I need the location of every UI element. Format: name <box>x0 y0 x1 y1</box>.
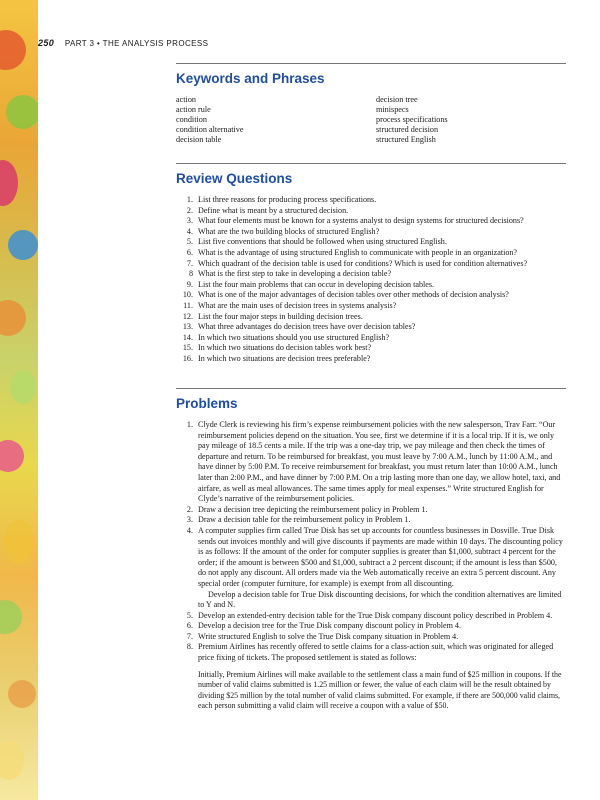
list-item: 11. What are the main uses of decision trees in systems analysis? <box>183 300 397 310</box>
list-item: 6. What is the advantage of using structured English to communicate with people in an organization? <box>186 247 518 257</box>
problem-list <box>176 420 566 664</box>
list-item: 14. In which two situations should you use structured English? <box>182 332 390 342</box>
decor-blob <box>0 600 22 634</box>
decor-blob <box>0 160 18 206</box>
keyword: decision table <box>176 135 222 144</box>
decor-blob <box>8 230 38 260</box>
list-item: 16. In which two situations are decision trees preferable? <box>182 353 371 363</box>
decor-blob <box>0 740 24 780</box>
review-section <box>176 163 566 365</box>
list-item: 3. What four elements must be known for a systems analyst to design systems for structured decisions? <box>186 216 524 226</box>
decor-blob <box>0 440 24 472</box>
decor-blob <box>0 300 26 336</box>
keywords-section <box>176 63 566 145</box>
list-item: 15. In which two situations do decision tables work best? <box>182 343 372 353</box>
list-item: 3. Draw a decision table for the reimbursement policy in Problem 1. <box>186 515 411 525</box>
running-header <box>38 38 578 52</box>
keyword: action <box>176 95 197 104</box>
keyword: condition alternative <box>176 125 244 134</box>
decor-blob <box>10 370 36 404</box>
list-item: 1. Clyde Clerk is reviewing his firm’s expense reimbursement policies with the new salesperson, Trav Farr. “Our reimbursement policies depend on the situation. You see, first we determine if it is a local trip. If it is, we only pay mileage of 18.5 cents a mile. If the trip was a one-day trip, we pay mileage and then check the times of departure and return. To be reimbursed for breakfast, you must leave by 7:00 A.M., lunch by 11:00 A.M., and have dinner by 5:00 P.M. To receive reimbursement for breakfast, you must return later than 10:00 A.M., lunch later than 2:00 P.M., and have dinner by 7:00 P.M. On a trip lasting more than one day, we allow hotel, taxi, and airfare, as well as meal allowances. The same times apply for meal expenses.” Write structured English for Clyde’s narrative of the reimbursement policies. <box>186 420 561 504</box>
keyword: condition <box>176 115 207 124</box>
part-label: PART 3 • THE ANALYSIS PROCESS <box>64 39 209 48</box>
list-item: 2. Define what is meant by a structured decision. <box>186 205 349 215</box>
section-divider <box>176 388 566 389</box>
section-divider <box>176 163 566 164</box>
list-item: 4. A computer supplies firm called True Disk has set up accounts for countless businesses in Dosville. True Disk sends out invoices monthly and will give discounts if payments are made within 10 days. The discounting policy is as follows: If the amount of the order for computer supplies is greater than $1,000, subtract 4 percent for the order; if the amount is between $500 and $1,000, subtract a 2 percent discount; if the amount is less than $500, do not apply any discount. All orders made via the Web automatically receive an extra 5 percent discount. Any special order (computer furniture, for example) is exempt from all discounting. Develop a decision table for True Disk discounting decisions, for which the condition alternatives are limited to Y and N. <box>186 525 563 610</box>
list-item: 8 What is the first step to take in developing a decision table? <box>188 269 392 279</box>
list-item: 9. List the four main problems that can occur in developing decision tables. <box>186 279 435 289</box>
decor-blob <box>4 520 34 564</box>
list-item: 8. Premium Airlines has recently offered to settle claims for a class-action suit, which was originated for alleged price fixing of tickets. The proposed settlement is stated as follows: <box>186 642 554 663</box>
keyword: process specifications <box>376 115 448 124</box>
list-item: 13. What three advantages do decision trees have over decision tables? <box>182 322 416 332</box>
page-number: 250 <box>38 38 55 48</box>
list-item: 5. Develop an extended-entry decision table for the True Disk company discount policy described in Problem 4. <box>186 610 553 620</box>
review-question-list <box>176 195 566 365</box>
list-item: 6. Develop a decision tree for the True Disk company discount policy in Problem 4. <box>186 621 461 631</box>
decor-blob <box>6 95 38 129</box>
list-item: 1. List three reasons for producing process specifications. <box>186 195 377 204</box>
review-title: Review Questions <box>176 171 293 186</box>
keyword: decision tree <box>376 95 418 104</box>
problems-title: Problems <box>176 396 238 411</box>
list-item: 12. List the four major steps in building decision trees. <box>182 311 363 321</box>
list-item: 7. Which quadrant of the decision table is used for conditions? Which is used for condition alternatives? <box>186 258 528 268</box>
list-item: 7. Write structured English to solve the True Disk company situation in Problem 4. <box>186 631 459 641</box>
list-item: 4. What are the two building blocks of structured English? <box>186 226 380 236</box>
problems-section <box>176 388 566 712</box>
decorative-left-border <box>0 0 38 800</box>
list-item: 5. List five conventions that should be followed when using structured English. <box>186 237 447 247</box>
keyword: structured decision <box>376 125 439 134</box>
decor-blob <box>8 680 36 708</box>
keyword: action rule <box>176 105 211 114</box>
list-item: 2. Draw a decision tree depicting the reimbursement policy in Problem 1. <box>186 504 428 514</box>
settlement-quote: Initially, Premium Airlines will make available to the settlement class a main fund of $25 million in coupons. If the number of valid claims submitted is 1.25 million or fewer, the value of each claim will be the result obtained by dividing $25 million by the total number of valid claims submitted. For example, if there are 500,000 valid claims, each person submitting a valid claim will receive a coupon with a value of $50. <box>198 669 562 711</box>
decor-blob <box>0 30 26 70</box>
list-item: 10. What is one of the major advantages of decision tables over other methods of decision analysis? <box>182 290 509 300</box>
keyword: structured English <box>376 135 436 144</box>
section-divider <box>176 63 566 64</box>
keyword-grid <box>176 95 566 145</box>
keyword: minispecs <box>376 105 409 114</box>
keywords-title: Keywords and Phrases <box>176 71 325 86</box>
